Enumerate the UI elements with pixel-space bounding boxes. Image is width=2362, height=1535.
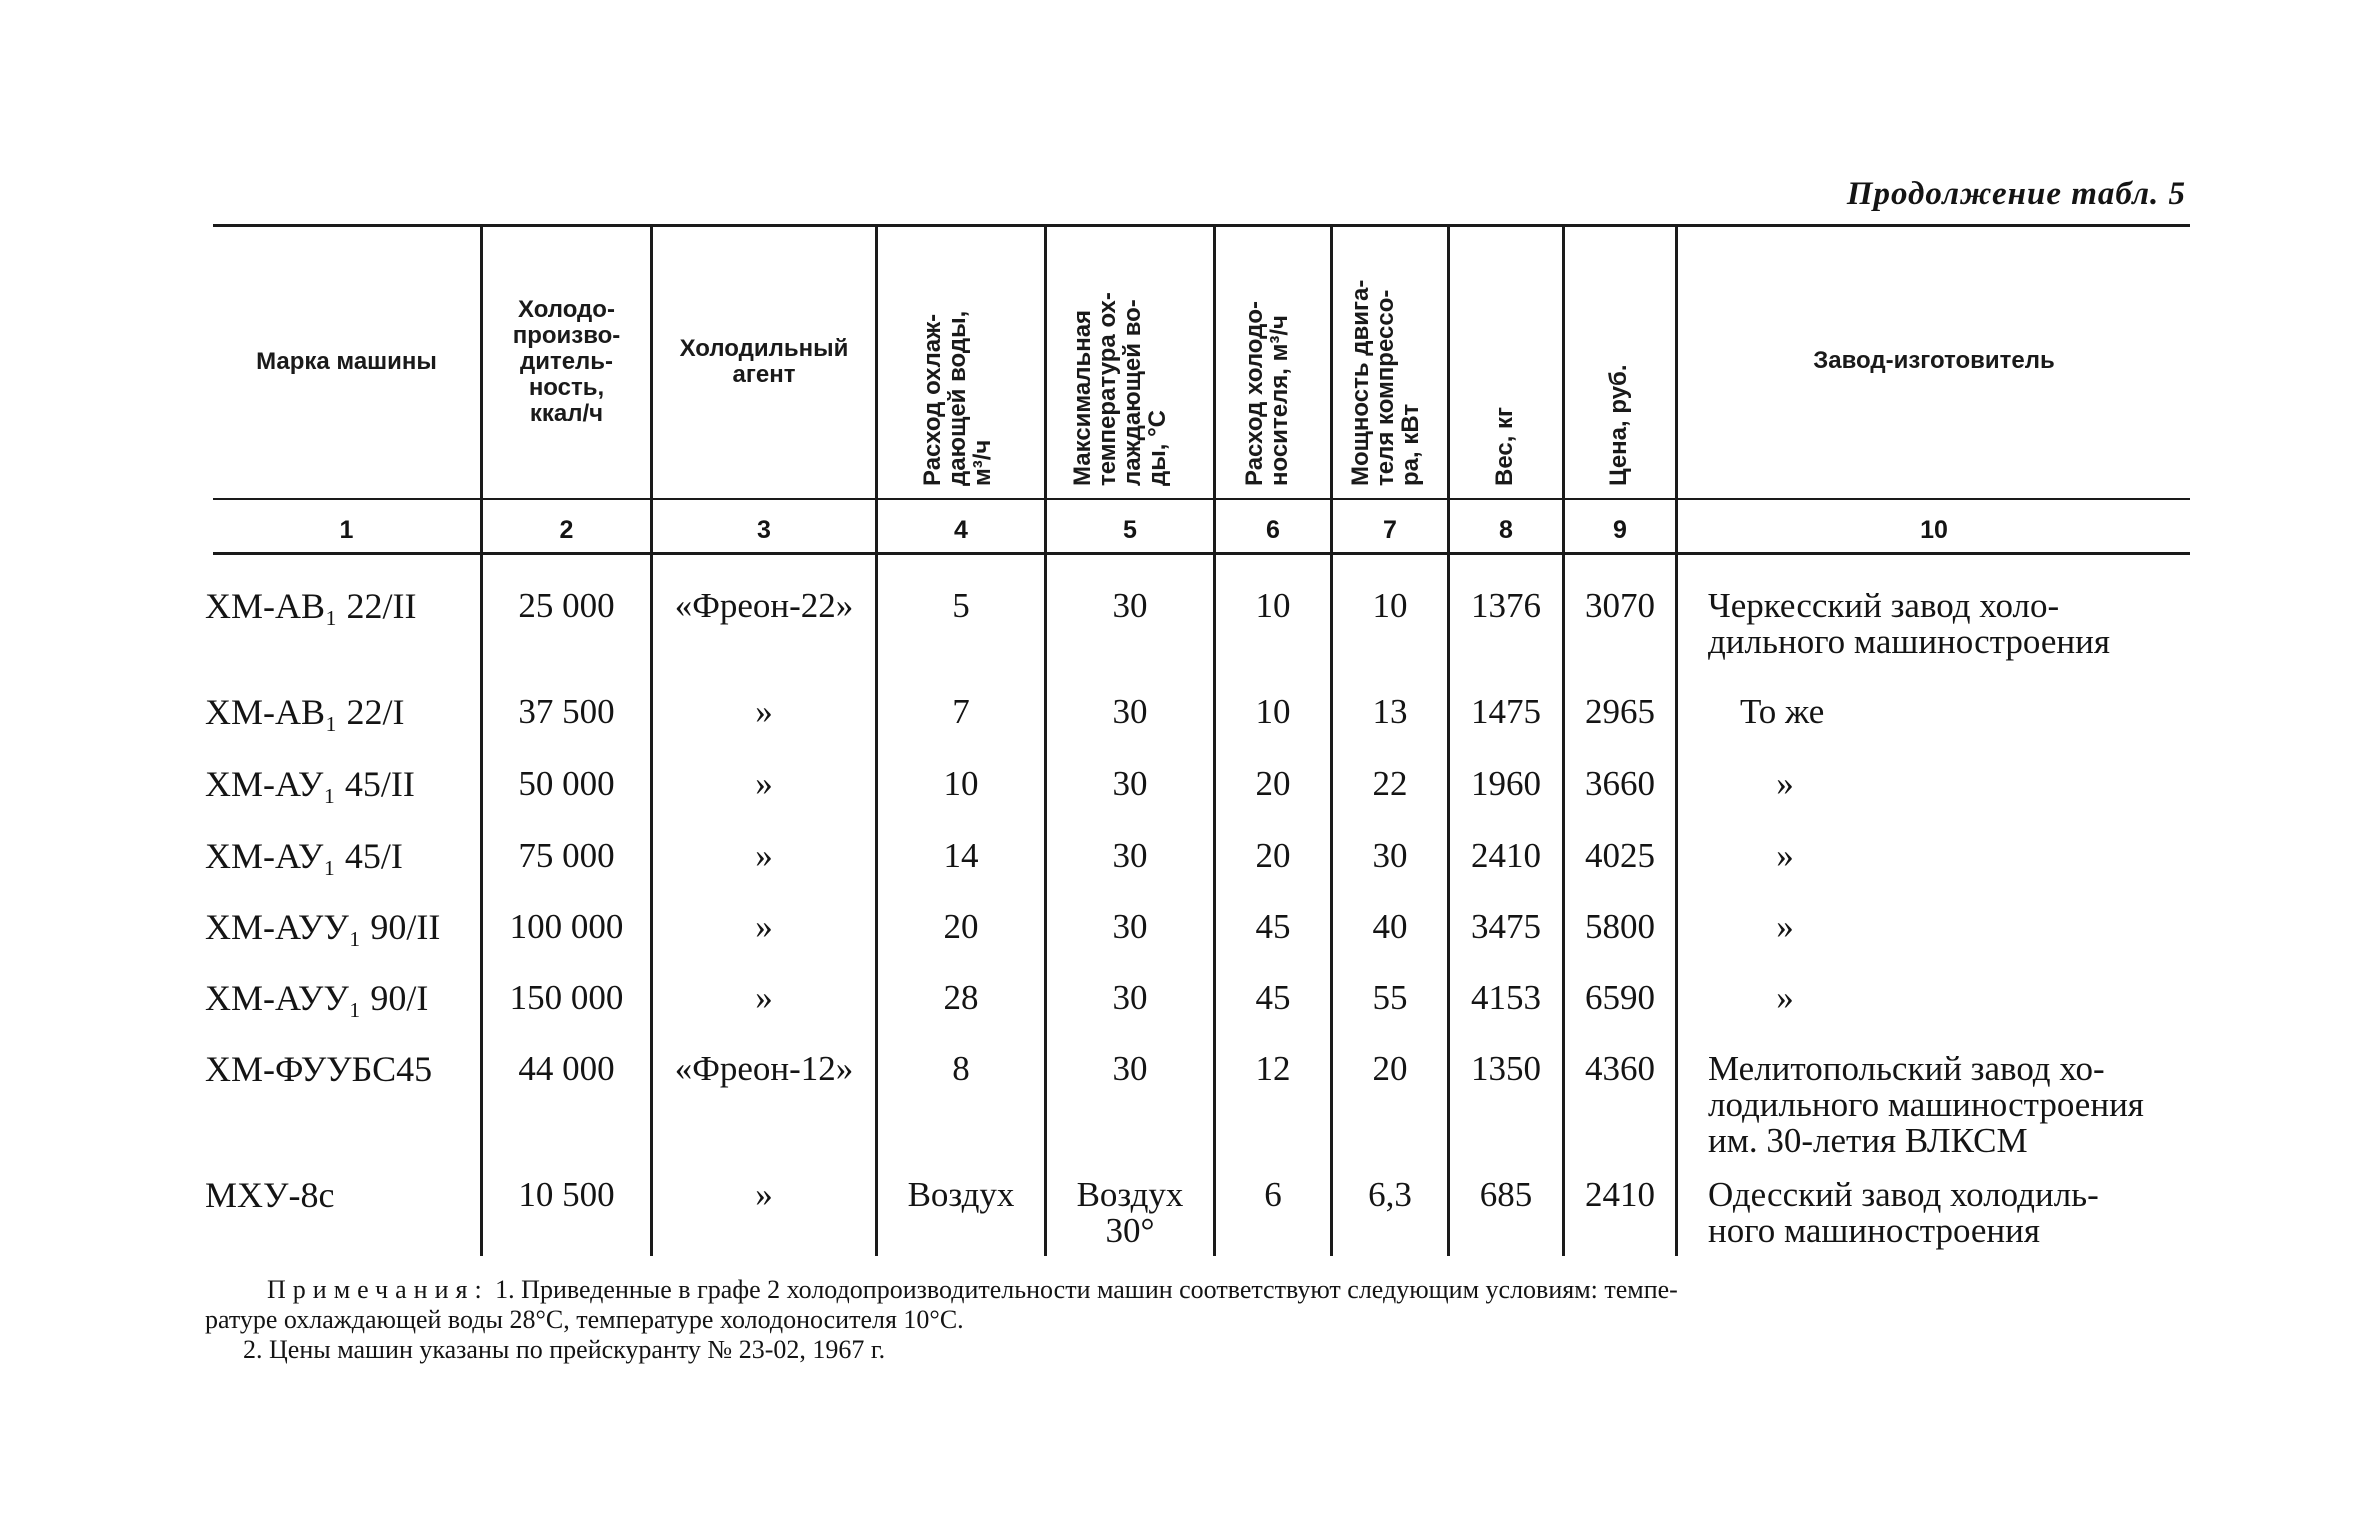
cell-max-temp: 30 [1112, 907, 1148, 946]
cell-coolant-flow: 45 [1255, 978, 1291, 1017]
column-number: 7 [1383, 515, 1397, 544]
notes-line: ратуре охлаждающей воды 28°С, температуре холодоносителя 10°С. [205, 1305, 964, 1334]
column-divider [875, 226, 878, 1256]
cell-motor-power: 22 [1372, 764, 1408, 803]
column-number: 6 [1266, 515, 1280, 544]
cell-max-temp: 30 [1112, 764, 1148, 803]
cell-capacity: 150 000 [509, 978, 624, 1017]
cell-price: 2965 [1585, 692, 1655, 731]
cell-coolant-flow: 6 [1264, 1175, 1282, 1214]
cell-capacity: 44 000 [518, 1049, 615, 1088]
header-price: Цена, руб. [1605, 364, 1632, 486]
header-max-temp: Максимальная температура ох- лаждающей во- ды, °С [1069, 292, 1171, 486]
column-divider [1447, 226, 1450, 1256]
cell-agent: » [755, 692, 773, 731]
notes-lead: Примечания: [267, 1275, 489, 1304]
cell-water-flow: 28 [943, 978, 979, 1017]
cell-capacity: 50 000 [518, 764, 615, 803]
cell-price: 4360 [1585, 1049, 1655, 1088]
cell-weight: 1376 [1471, 586, 1541, 625]
column-number: 9 [1613, 515, 1627, 544]
column-number: 5 [1123, 515, 1137, 544]
cell-brand: ХМ-АУУ₁ 90/I [205, 978, 429, 1018]
cell-water-flow: 20 [943, 907, 979, 946]
cell-brand: ХМ-АУ₁ 45/I [205, 836, 403, 876]
cell-motor-power: 20 [1372, 1049, 1408, 1088]
cell-agent: » [755, 1175, 773, 1214]
cell-coolant-flow: 10 [1255, 692, 1291, 731]
cell-agent: » [755, 907, 773, 946]
column-number: 2 [559, 515, 574, 544]
table-caption: Продолжение табл. 5 [1846, 176, 2186, 212]
column-number: 3 [757, 515, 771, 544]
notes-line [205, 1275, 2190, 1305]
cell-brand: МХУ-8с [205, 1175, 335, 1215]
cell-water-flow: 10 [943, 764, 979, 803]
cell-factory: » [1776, 764, 1794, 803]
cell-coolant-flow: 45 [1255, 907, 1291, 946]
header-motor-power: Мощность двига- теля компрессо- ра, кВт [1347, 279, 1424, 486]
cell-max-temp: 30 [1112, 978, 1148, 1017]
header-agent: Холодильный агент [679, 335, 849, 388]
header-coolant-flow: Расход холодо- носителя, м³/ч [1241, 300, 1293, 486]
cell-weight: 1350 [1471, 1049, 1541, 1088]
cell-motor-power: 30 [1372, 836, 1408, 875]
column-numbers-bottom-rule [213, 552, 2190, 555]
column-number: 10 [1920, 515, 1948, 544]
cell-weight: 1960 [1471, 764, 1541, 803]
cell-water-flow: 8 [952, 1049, 970, 1088]
header-capacity: Холодо- произво- дитель- ность, ккал/ч [512, 296, 621, 427]
cell-max-temp: 30 [1112, 692, 1148, 731]
cell-weight: 685 [1479, 1175, 1533, 1214]
cell-water-flow: 7 [952, 692, 970, 731]
cell-coolant-flow: 12 [1255, 1049, 1291, 1088]
cell-max-temp: Воздух 30° [1076, 1175, 1184, 1250]
header-water-flow: Расход охлаж- дающей воды, м³/ч [919, 310, 996, 486]
cell-agent: » [755, 764, 773, 803]
cell-price: 2410 [1585, 1175, 1655, 1214]
header-brand: Марка машины [256, 348, 437, 375]
cell-factory: » [1776, 978, 1794, 1017]
cell-capacity: 37 500 [518, 692, 615, 731]
cell-factory: Черкесский завод холо- дильного машиностроения [1708, 586, 2110, 661]
header-factory: Завод-изготовитель [1813, 347, 2055, 374]
column-divider [1044, 226, 1047, 1256]
cell-water-flow: 14 [943, 836, 979, 875]
cell-water-flow: Воздух [907, 1175, 1015, 1214]
cell-brand: ХМ-АВ₁ 22/II [205, 586, 417, 626]
cell-price: 3660 [1585, 764, 1655, 803]
cell-factory: Одесский завод холодиль- ного машиностроения [1708, 1175, 2099, 1250]
cell-motor-power: 55 [1372, 978, 1408, 1017]
cell-price: 5800 [1585, 907, 1655, 946]
cell-price: 3070 [1585, 586, 1655, 625]
column-divider [1562, 226, 1565, 1256]
cell-factory: То же [1740, 692, 1825, 731]
table-notes [205, 1275, 2190, 1365]
notes-text: 1. Приведенные в графе 2 холодопроизводительности машин соответствуют следующим условиям: темпе- [495, 1275, 1678, 1304]
table-top-rule [213, 224, 2190, 227]
column-number: 1 [339, 515, 354, 544]
column-divider [1330, 226, 1333, 1256]
cell-capacity: 10 500 [518, 1175, 615, 1214]
cell-capacity: 75 000 [518, 836, 615, 875]
cell-coolant-flow: 20 [1255, 836, 1291, 875]
cell-brand: ХМ-ФУУБС45 [205, 1049, 433, 1089]
column-divider [1213, 226, 1216, 1256]
cell-motor-power: 6,3 [1368, 1175, 1412, 1214]
cell-agent: «Фреон-22» [674, 586, 854, 625]
cell-weight: 4153 [1471, 978, 1541, 1017]
cell-capacity: 100 000 [509, 907, 624, 946]
cell-max-temp: 30 [1112, 836, 1148, 875]
cell-brand: ХМ-АВ₁ 22/I [205, 692, 405, 732]
cell-coolant-flow: 10 [1255, 586, 1291, 625]
cell-factory: Мелитопольский завод хо- лодильного машиностроения им. 30-летия ВЛКСМ [1708, 1049, 2144, 1160]
cell-water-flow: 5 [952, 586, 970, 625]
cell-weight: 2410 [1471, 836, 1541, 875]
cell-agent: «Фреон-12» [674, 1049, 854, 1088]
cell-coolant-flow: 20 [1255, 764, 1291, 803]
cell-max-temp: 30 [1112, 1049, 1148, 1088]
column-number: 8 [1499, 515, 1513, 544]
cell-factory: » [1776, 836, 1794, 875]
column-number: 4 [954, 515, 968, 544]
cell-agent: » [755, 836, 773, 875]
notes-line: 2. Цены машин указаны по прейскуранту № 23-02, 1967 г. [243, 1335, 886, 1364]
cell-motor-power: 10 [1372, 586, 1408, 625]
cell-agent: » [755, 978, 773, 1017]
cell-factory: » [1776, 907, 1794, 946]
cell-weight: 3475 [1471, 907, 1541, 946]
cell-price: 6590 [1585, 978, 1655, 1017]
cell-max-temp: 30 [1112, 586, 1148, 625]
cell-motor-power: 40 [1372, 907, 1408, 946]
cell-capacity: 25 000 [518, 586, 615, 625]
header-weight: Вес, кг [1491, 406, 1518, 486]
cell-weight: 1475 [1471, 692, 1541, 731]
header-bottom-rule [213, 498, 2190, 500]
cell-brand: ХМ-АУ₁ 45/II [205, 764, 415, 804]
cell-motor-power: 13 [1372, 692, 1408, 731]
cell-brand: ХМ-АУУ₁ 90/II [205, 907, 441, 947]
cell-price: 4025 [1585, 836, 1655, 875]
